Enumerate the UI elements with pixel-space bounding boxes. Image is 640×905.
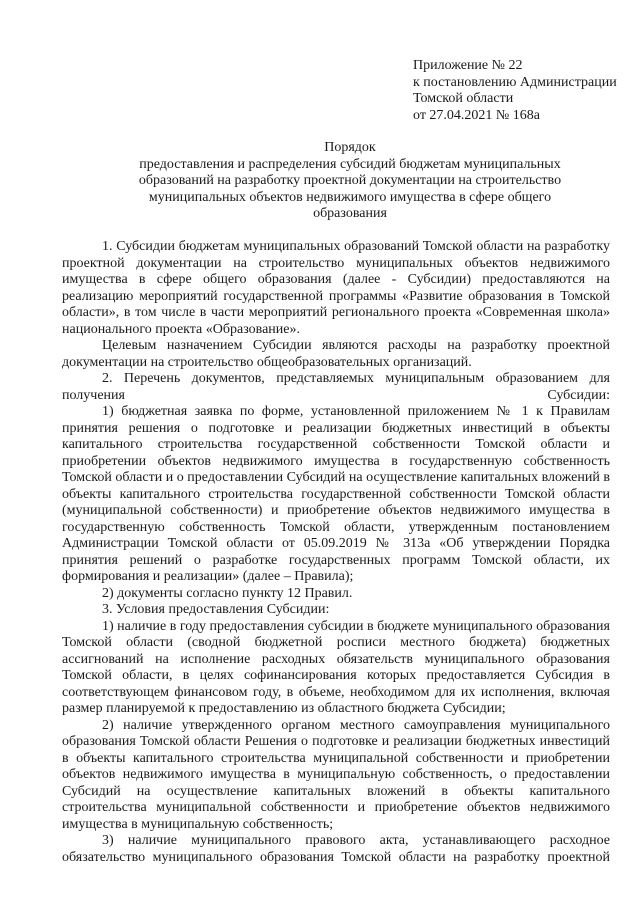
title-line: предоставления и распределения субсидий бюджетам муниципальных: [139, 156, 561, 172]
annex-block: [413, 58, 633, 124]
title-line: Порядок: [324, 140, 376, 155]
paragraph: 2) наличие утвержденного органом местного самоуправления муниципального образования Томской области Решения о подготовке и реализации бюджетных инвестиций в объекты капитального строительства муниципальной собственности и приобретении объектов недвижимого имущества в муниципальную собственность, о предоставлении Субсидий на осуществление капитальных вложений в объекты капитального строительства муниципальной собственности и приобретение объектов недвижимого имущества в муниципальную собственность;: [62, 717, 610, 832]
document-title: [100, 140, 600, 223]
paragraph: 1) бюджетная заявка по форме, установленной приложением № 1 к Правилам принятия решения о подготовке и реализации бюджетных инвестиций в объекты капитального строительства государственной собственности Томской области и приобретении объектов недвижимого имущества в государственную собственность Томской области и о предоставлении Субсидий на осуществление капитальных вложений в объекты капитального строительства государственной собственности Томской области (муниципальной собственности) и приобретение объектов недвижимого имущества в государственную собственность Томской области, утвержденным постановлением Администрации Томской области от 05.09.2019 № 313а «Об утверждении Порядка принятия решений о разработке государственных программ Томской области, их формирования и реализации» (далее – Правила);: [62, 404, 610, 584]
annex-region: Томской области: [413, 91, 514, 106]
paragraph: 3. Условия предоставления Субсидии:: [102, 602, 330, 617]
paragraph: Целевым назначением Субсидии являются расходы на разработку проектной документации на строительство общеобразовательных организаций.: [62, 338, 610, 370]
annex-resolution: к постановлению Администрации: [413, 74, 617, 90]
title-line: образования: [313, 206, 387, 221]
title-line: образований на разработку проектной документации на строительство: [138, 173, 562, 188]
paragraph: 2. Перечень документов, представляемых муниципальным образованием для получения Субсидии:: [62, 371, 610, 403]
paragraph: 1. Субсидии бюджетам муниципальных образований Томской области на разработку проектной документации на строительство муниципальных объектов недвижимого имущества в сфере общего образования (далее - Субсидии) предоставляются на реализацию мероприятий государственной программы «Развитие образования в Томской области», в том числе в части мероприятий регионального проекта «Современная школа» национального проекта «Образование».: [62, 239, 610, 337]
paragraph: 2) документы согласно пункту 12 Правил.: [102, 585, 353, 601]
paragraph: 3) наличие муниципального правового акта, устанавливающего расходное обязательство муниципального образования Томской области на разработку проектной: [62, 833, 610, 865]
document-body: [62, 239, 610, 866]
annex-date: от 27.04.2021 № 168а: [413, 107, 541, 123]
annex-number: Приложение № 22: [413, 58, 523, 73]
paragraph: 1) наличие в году предоставления субсидии в бюджете муниципального образования Томской области (сводной бюджетной росписи местного бюджета) бюджетных ассигнований на исполнение расходных обязательств муниципального образования Томской области, в целях софинансирования которых предоставляется Субсидия в соответствующем финансовом году, в объеме, необходимом для их исполнения, включая размер планируемой к предоставлению из областного бюджета Субсидии;: [62, 618, 610, 716]
title-line: муниципальных объектов недвижимого имущества в сфере общего: [148, 189, 552, 205]
